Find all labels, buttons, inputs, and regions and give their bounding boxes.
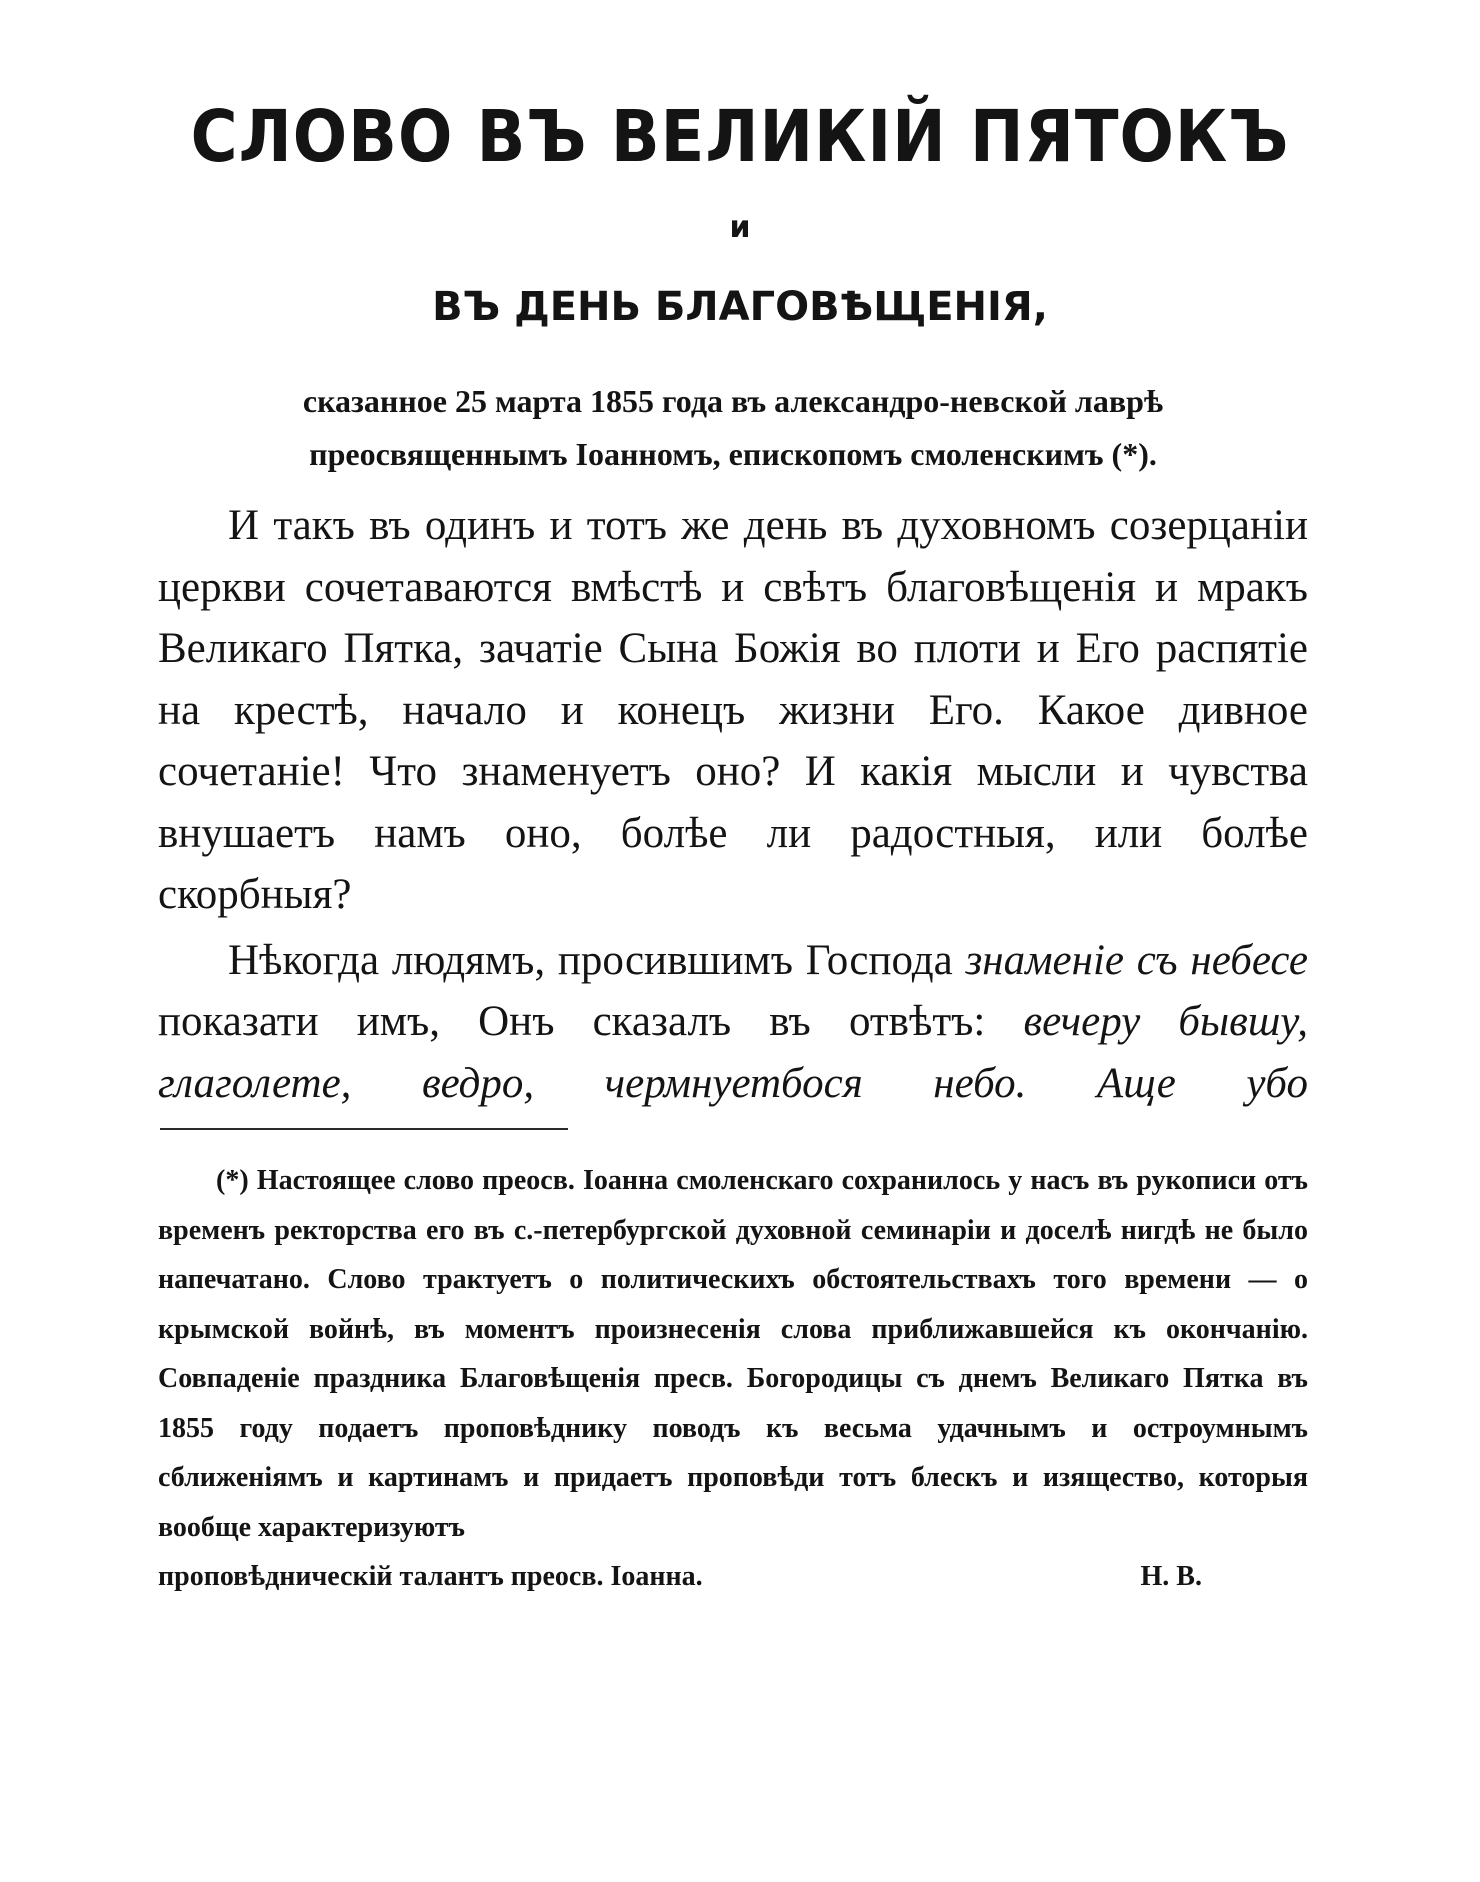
paragraph-2-start: Нѣкогда людямъ, просившимъ Господа bbox=[228, 936, 966, 984]
paragraph-2-quote-2: вечеру бывшу, глаголете, ведро, чермнуетбося небо. Аще убо bbox=[158, 998, 1308, 1107]
paragraph-2-middle: показати имъ, Онъ сказалъ въ отвѣтъ: bbox=[158, 998, 1024, 1045]
occasion-line-1: сказанное 25 марта 1855 года въ александро-невской лаврѣ bbox=[302, 383, 1164, 419]
footnote-last-line: проповѣдническій талантъ преосв. Іоанна. bbox=[158, 1561, 703, 1592]
occasion-line-2: преосвященнымъ Іоанномъ, епископомъ смоленскимъ (*). bbox=[309, 436, 1157, 472]
footnote-text: (*) Настоящее слово преосв. Іоанна смоленскаго сохранилось у насъ въ рукописи отъ временъ ректорства его въ с.-петербургской духовной семинаріи и доселѣ нигдѣ не было напечатано. Слово трактуетъ о политическихъ обстоятельствахъ того времени — о крымской войнѣ, въ моментъ произнесенія слова приближавшейся къ окончанію. Совпаденіе праздника Благовѣщенія пресв. Богородицы съ днемъ Великаго Пятка въ 1855 году подаетъ проповѣднику поводъ къ весьма удачнымъ и остроумнымъ сближеніямъ и картинамъ и придаетъ проповѣди тотъ блескъ и изящество, которыя вообще характеризуютъ bbox=[158, 1165, 1308, 1543]
footnote-closing-line bbox=[158, 1552, 1308, 1602]
occasion-note bbox=[158, 375, 1308, 481]
page-title: СЛОВО ВЪ ВЕЛИКІЙ ПЯТОКЪ bbox=[190, 96, 1290, 179]
body-paragraph-2 bbox=[158, 930, 1308, 1115]
footnote-signature: Н. В. bbox=[1140, 1561, 1202, 1592]
body-paragraph-1: И такъ въ одинъ и тотъ же день въ духовномъ созерцаніи церкви сочетаваются вмѣстѣ и свѣтъ благовѣщенія и мракъ Великаго Пятка, зачатіе Сына Божія во плоти и Его распятіе на крестѣ, начало и конецъ жизни Его. Какое дивное сочетаніе! Что знаменуетъ оно? И какія мысли и чувства внушаетъ намъ оно, болѣе ли радостныя, или болѣе скорбныя? bbox=[158, 502, 1308, 918]
title-conjunction: и bbox=[729, 210, 751, 245]
footnote bbox=[158, 1156, 1308, 1602]
footnote-divider bbox=[160, 1128, 568, 1130]
paragraph-2-quote-1: знаменіе съ небесе bbox=[965, 936, 1309, 984]
page-subtitle: ВЪ ДЕНЬ БЛАГОВѢЩЕНІЯ, bbox=[432, 284, 1048, 330]
sermon-body bbox=[158, 495, 1308, 1114]
